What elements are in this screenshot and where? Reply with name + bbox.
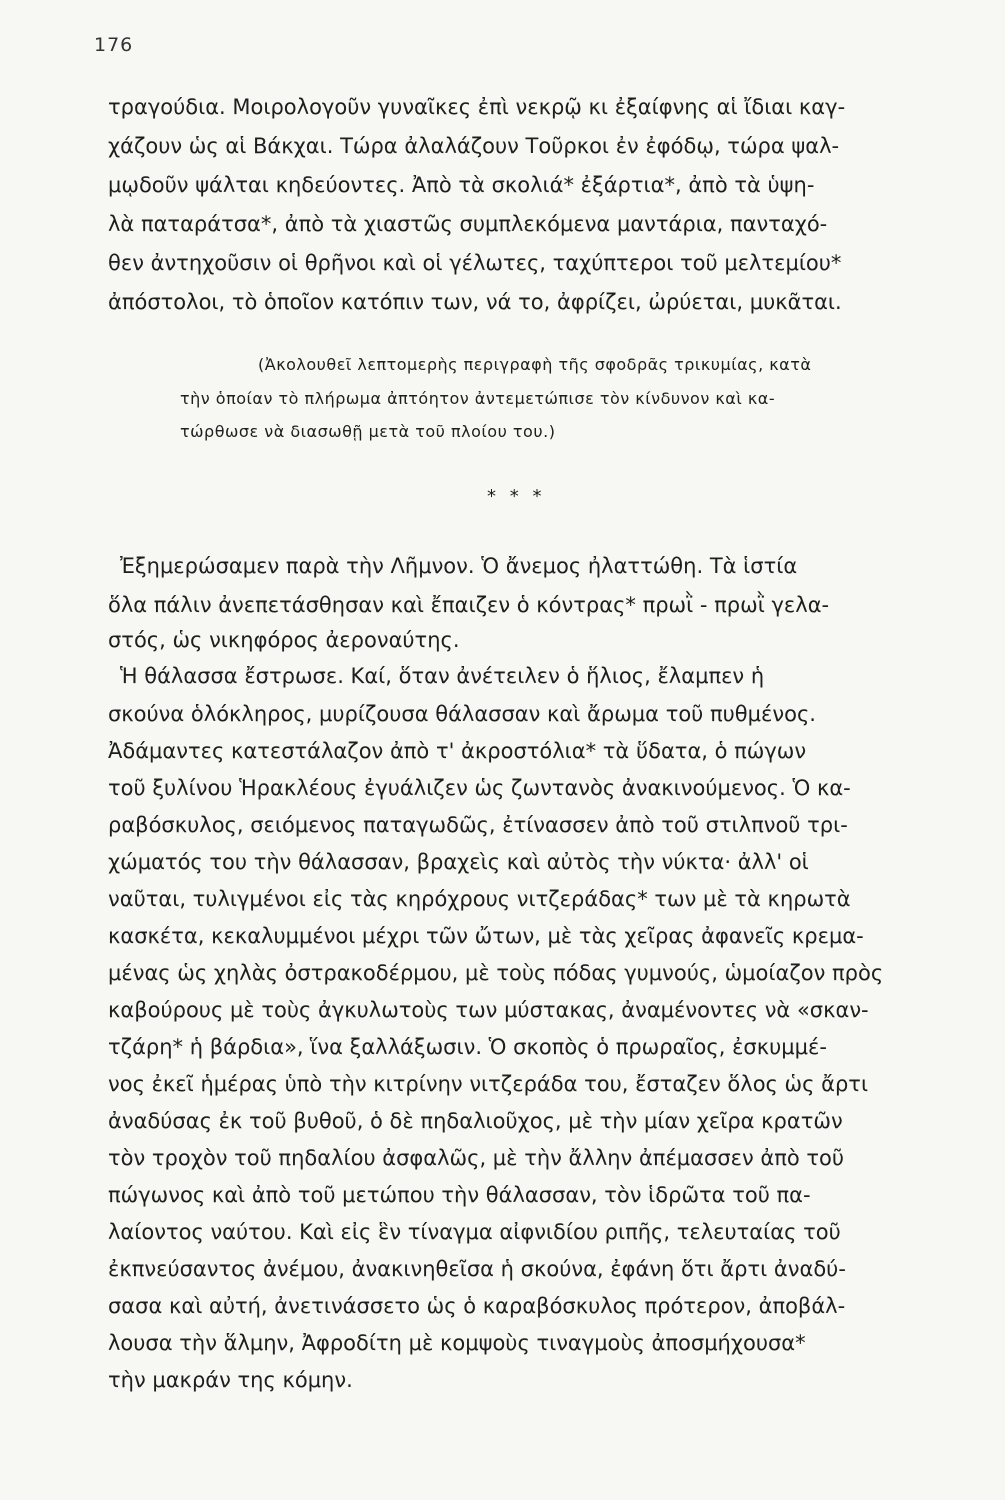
body-line: λὰ παταράτσα*, ἀπὸ τὰ χιαστῶς συμπλεκόμενα μαντάρια, πανταχό- bbox=[108, 212, 828, 236]
note-line: (Ἀκολουθεῖ λεπτομερὴς περιγραφὴ τῆς σφοδρᾶς τρικυμίας, κατὰ bbox=[258, 355, 812, 374]
section-separator: * * * bbox=[487, 486, 546, 507]
body-line: στός, ὡς νικηφόρος ἀεροναύτης. bbox=[108, 628, 460, 652]
body-line: χάζουν ὡς αἱ Βάκχαι. Τώρα ἀλαλάζουν Τοῦρκοι ἐν ἐφόδῳ, τώρα ψαλ- bbox=[108, 134, 840, 158]
body-line: τοῦ ξυλίνου Ἡρακλέους ἐγυάλιζεν ὡς ζωντανὸς ἀνακινούμενος. Ὁ κα- bbox=[108, 776, 851, 800]
body-line: τραγούδια. Μοιρολογοῦν γυναῖκες ἐπὶ νεκρῷ κι ἐξαίφνης αἱ ἴδιαι καγ- bbox=[108, 95, 846, 119]
body-line: ἀναδύσας ἐκ τοῦ βυθοῦ, ὁ δὲ πηδαλιοῦχος, μὲ τὴν μίαν χεῖρα κρατῶν bbox=[108, 1109, 843, 1133]
body-line: σκούνα ὁλόκληρος, μυρίζουσα θάλασσαν καὶ ἄρωμα τοῦ πυθμένος. bbox=[108, 702, 816, 726]
note-line: τώρθωσε νὰ διασωθῇ μετὰ τοῦ πλοίου του.) bbox=[180, 422, 556, 441]
body-line: λουσα τὴν ἅλμην, Ἀφροδίτη μὲ κομψοὺς τιναγμοὺς ἀποσμήχουσα* bbox=[108, 1331, 806, 1355]
page-number: 176 bbox=[94, 34, 134, 56]
body-line: χώματός του τὴν θάλασσαν, βραχεὶς καὶ αὐτὸς τὴν νύκτα· ἀλλ' οἱ bbox=[108, 850, 809, 874]
body-line: σασα καὶ αὐτή, ἀνετινάσσετο ὡς ὁ καραβόσκυλος πρότερον, ἀποβάλ- bbox=[108, 1294, 846, 1318]
body-line: Ἡ θάλασσα ἔστρωσε. Καί, ὅταν ἀνέτειλεν ὁ ἥλιος, ἔλαμπεν ἡ bbox=[120, 664, 765, 688]
body-line: Ἀδάμαντες κατεστάλαζον ἀπὸ τ' ἀκροστόλια* τὰ ὕδατα, ὁ πώγων bbox=[108, 739, 807, 763]
body-line: τὸν τροχὸν τοῦ πηδαλίου ἀσφαλῶς, μὲ τὴν ἄλλην ἀπέμασσεν ἀπὸ τοῦ bbox=[108, 1146, 845, 1170]
body-line: ναῦται, τυλιγμένοι εἰς τὰς κηρόχρους νιτζεράδας* των μὲ τὰ κηρωτὰ bbox=[108, 887, 851, 911]
body-line: καβούρους μὲ τοὺς ἀγκυλωτοὺς των μύστακας, ἀναμένοντες νὰ «σκαν- bbox=[108, 998, 869, 1022]
body-line: ραβόσκυλος, σειόμενος παταγωδῶς, ἐτίνασσεν ἀπὸ τοῦ στιλπνοῦ τρι- bbox=[108, 813, 848, 837]
body-line: λαίοντος ναύτου. Καὶ εἰς ἓν τίναγμα αἰφνιδίου ριπῆς, τελευταίας τοῦ bbox=[108, 1220, 841, 1244]
body-line: τὴν μακράν της κόμην. bbox=[108, 1368, 353, 1392]
body-line: θεν ἀντηχοῦσιν οἱ θρῆνοι καὶ οἱ γέλωτες, ταχύπτεροι τοῦ μελτεμίου* bbox=[108, 251, 842, 275]
body-line: μένας ὡς χηλὰς ὀστρακοδέρμου, μὲ τοὺς πόδας γυμνούς, ὡμοίαζον πρὸς bbox=[108, 961, 884, 985]
body-line: Ἐξημερώσαμεν παρὰ τὴν Λῆμνον. Ὁ ἄνεμος ἠλαττώθη. Τὰ ἱστία bbox=[120, 554, 798, 578]
body-line: τζάρη* ἡ βάρδια», ἵνα ξαλλάξωσιν. Ὁ σκοπὸς ὁ πρωραῖος, ἐσκυμμέ- bbox=[108, 1035, 827, 1059]
body-line: ὅλα πάλιν ἀνεπετάσθησαν καὶ ἔπαιζεν ὁ κόντρας* πρωῒ - πρωῒ γελα- bbox=[108, 593, 830, 617]
body-line: ἀπόστολοι, τὸ ὁποῖον κατόπιν των, νά το, ἀφρίζει, ὠρύεται, μυκᾶται. bbox=[108, 290, 842, 314]
body-line: μῳδοῦν ψάλται κηδεύοντες. Ἀπὸ τὰ σκολιά* ἐξάρτια*, ἀπὸ τὰ ὑψη- bbox=[108, 173, 815, 197]
note-line: τὴν ὁποίαν τὸ πλήρωμα ἀπτόητον ἀντεμετώπισε τὸν κίνδυνον καὶ κα- bbox=[180, 389, 776, 408]
body-line: κασκέτα, κεκαλυμμένοι μέχρι τῶν ὤτων, μὲ τὰς χεῖρας ἀφανεῖς κρεμα- bbox=[108, 924, 864, 948]
body-line: νος ἐκεῖ ἡμέρας ὑπὸ τὴν κιτρίνην νιτζεράδα του, ἔσταζεν ὅλος ὡς ἄρτι bbox=[108, 1072, 869, 1096]
body-line: ἐκπνεύσαντος ἀνέμου, ἀνακινηθεῖσα ἡ σκούνα, ἐφάνη ὅτι ἄρτι ἀναδύ- bbox=[108, 1257, 846, 1281]
body-line: πώγωνος καὶ ἀπὸ τοῦ μετώπου τὴν θάλασσαν, τὸν ἱδρῶτα τοῦ πα- bbox=[108, 1183, 811, 1207]
